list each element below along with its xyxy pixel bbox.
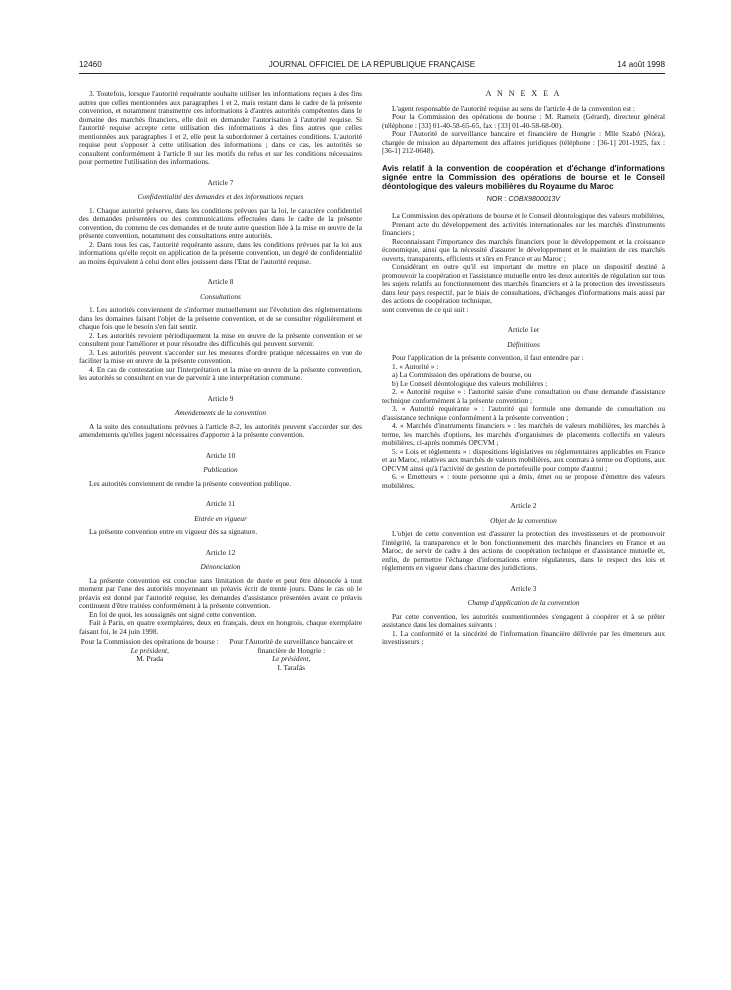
signatory-role: Le président,	[272, 654, 311, 663]
definition-item: 1. « Autorité » :	[392, 361, 439, 371]
definition-item: 4. « Marchés d'instruments financiers » : les marchés de valeurs mobilières, les marchés à terme, les marchés d'options, les marchés d'organismes de placements collectifs en valeurs mobilières, ci-après nommés OPCVM ;	[382, 421, 665, 447]
signature-cob	[79, 638, 221, 672]
paragraph: Considérant en outre qu'il est important de mettre en place un dispositif destiné à promouvoir la coopération et l'assistance mutuelle entre les deux autorités de régulation sur tous les sujets relatifs au fonctionnement des marchés financiers et à la protection des investisseurs dans leur pays respectif, par le biais de consultations, d'échanges d'informations mais aussi par des actions de coopération technique,	[382, 262, 665, 305]
signatory-org: Pour l'Autorité de surveillance bancaire et financière de Hongrie :	[229, 637, 353, 655]
article-heading: Article 11	[205, 499, 236, 508]
article-heading: Article 3	[510, 583, 537, 593]
page-header	[79, 57, 665, 74]
left-column	[79, 90, 362, 672]
notice-title: Avis relatif à la convention de coopération et d'échange d'informations signée entre la Commission des opérations de bourse et le Conseil déontologique des valeurs mobilières du Royaume du Maroc	[382, 163, 665, 191]
page-number: 12460	[79, 60, 102, 69]
paragraph: sont convenus de ce qui suit :	[382, 304, 469, 314]
paragraph: Pour l'application de la présente convention, il faut entendre par :	[392, 353, 584, 362]
article-subtitle: Amendements de la convention	[174, 408, 267, 417]
paragraph: Pour la Commission des opérations de bourse : M. Rameix (Gérard), directeur général (téléphone : [33] 01-40-58-65-65, fax : [33] 01-40-58-68-00).	[382, 112, 665, 130]
paragraph: La présente convention entre en vigueur dès sa signature.	[89, 527, 258, 536]
annex-title: A N N E X E A	[485, 89, 562, 98]
signature-hungary	[221, 638, 363, 672]
paragraph: 1. La conformité et la sincérité de l'information financière délivrée par les émetteurs aux investisseurs ;	[382, 628, 665, 646]
right-column	[382, 90, 665, 647]
article-subtitle: Consultations	[200, 291, 241, 301]
paragraph: 1. Les autorités conviennent de s'informer mutuellement sur l'évolution des réglementations dans les domaines faisant l'objet de la présente convention, et de se consulter régulièrement et chaque fois que le besoin s'en fait sentir.	[79, 305, 362, 331]
article-subtitle: Objet de la convention	[490, 515, 557, 525]
article-subtitle: Définitions	[507, 339, 540, 349]
paragraph: 3. Toutefois, lorsque l'autorité requérante souhaite utiliser les informations reçues à des fins autres que celles mentionnées aux paragraphes 1 et 2, mais restant dans le cadre de la présente convention, et notamment transmettre ces informations à d'autres autorités compétentes dans le domaine des marchés financiers, elle doit en demander l'autorisation à l'autorité requise. Si l'autorité requise accepte cette utilisation des informations à des fins autres que celles mentionnées aux paragraphes 1 et 2, elle peut la subordonner à certaines conditions. L'autorité requise peut s'opposer à cette utilisation des informations ; dans ce cas, les autorités se consultent conformément à l'article 8 sur les motifs du refus et sur les conditions nécessaires pour permettre l'utilisation des informations.	[79, 89, 362, 166]
paragraph: L'objet de cette convention est d'assurer la protection des investisseurs et de promouvoir l'intégrité, la transparence et le bon fonctionnement des marchés financiers en France et au Maroc, de servir de cadre à des actions de coopération technique et d'assistance mutuelle et, enfin, de permettre l'échange d'informations entre régulateurs, dans le respect des lois et règlements en vigueur dans chacune des juridictions.	[382, 529, 665, 572]
article-subtitle: Champ d'application de la convention	[467, 598, 580, 607]
signatory-name: M. Prada	[136, 654, 164, 663]
signatory-org: Pour la Commission des opérations de bourse :	[80, 637, 219, 646]
signature-block	[79, 638, 362, 672]
article-subtitle: Confidentialité des demandes et des informations reçues	[137, 192, 304, 201]
paragraph: L'agent responsable de l'autorité requise au sens de l'article 4 de la convention est :	[392, 103, 635, 113]
definition-item: 3. « Autorité requérante » : l'autorité qui formule une demande de consultation ou d'assistance technique conformément à la présente convention ;	[382, 404, 665, 422]
paragraph: La présente convention est conclue sans limitation de durée et peut être dénoncée à tout moment par l'une des autorités moyennant un préavis écrit de trente jours. Dans le cas où le préavis est donné par l'autorité requise, les demandes d'assistance présentées avant ce préavis continuent d'être traitées conformément à la présente convention.	[79, 575, 362, 610]
article-heading: Article 12	[205, 547, 236, 557]
paragraph: Fait à Paris, en quatre exemplaires, deux en français, deux en hongrois, chaque exemplaire faisant foi, le 24 juin 1998.	[79, 618, 362, 636]
paragraph: La Commission des opérations de bourse et le Conseil déontologique des valeurs mobilières,	[392, 211, 665, 220]
article-heading: Article 7	[207, 177, 234, 187]
signatory-role: Le président,	[130, 645, 169, 655]
article-subtitle: Publication	[203, 465, 238, 474]
definition-item: 5. « Lois et règlements » : dispositions législatives ou réglementaires applicables en France et au Maroc, relatives aux marchés de valeurs mobilières, aux contrats à terme ou d'options, aux OPCVM ainsi qu'à l'activité de gestion de portefeuille pour compte d'autrui ;	[382, 446, 665, 473]
article-heading: Article 8	[207, 277, 234, 286]
paragraph: 2. Les autorités revoient périodiquement la mise en œuvre de la présente convention et se consultent pour l'améliorer et pour résoudre des difficultés qui peuvent survenir.	[79, 330, 362, 348]
issue-date: 14 août 1998	[617, 60, 665, 69]
paragraph: 4. En cas de contestation sur l'interprétation et la mise en œuvre de la présente convention, les autorités se consultent en vue de parvenir à une interprétation commune.	[79, 364, 362, 382]
definition-item: 6. « Emetteurs » : toute personne qui a émis, émet ou se propose d'émettre des valeurs mobilières.	[382, 472, 665, 490]
paragraph: En foi de quoi, les soussignés ont signé cette convention.	[89, 609, 257, 619]
paragraph: Les autorités conviennent de rendre la présente convention publique.	[89, 478, 292, 488]
journal-title: JOURNAL OFFICIEL DE LA RÉPUBLIQUE FRANÇAISE	[268, 60, 476, 69]
paragraph: Par cette convention, les autorités susmentionnées s'engagent à coopérer et à se prêter assistance dans les domaines suivants :	[382, 611, 665, 629]
article-heading: Article 10	[205, 450, 236, 460]
paragraph: 3. Les autorités peuvent s'accorder sur les mesures d'ordre pratique nécessaires en vue de faciliter la mise en œuvre de la présente convention.	[79, 347, 362, 365]
nor-code: COBX9800013V	[508, 195, 561, 203]
paragraph: A la suite des consultations prévues à l'article 8-2, les autorités peuvent s'accorder sur des amendements qu'elles jugent nécessaires d'apporter à la présente convention.	[79, 421, 362, 439]
paragraph: 1. Chaque autorité préserve, dans les conditions prévues par la loi, le caractère confidentiel des demandes présentées ou des communications effectuées dans le cadre de la présente convention, du contenu de ces demandes et de toute autre question liée à la mise en œuvre de la présente convention, notamment des consultations entre autorités.	[79, 205, 362, 240]
signatory-name: I. Tarafás	[277, 662, 305, 672]
paragraph: 2. Dans tous les cas, l'autorité requérante assure, dans les conditions prévues par la loi aux informations qu'elle reçoit en application de la présente convention, un degré de confidentialité au moins équivalent à celui dont elles jouissent dans l'Etat de l'autorité requise.	[79, 239, 362, 266]
definition-item: a) La Commission des opérations de bourse, ou	[392, 370, 532, 379]
paragraph: Reconnaissant l'importance des marchés financiers pour le développement et la croissance économique, ainsi que la nécessité d'assurer le développement et le maintien de ces marchés ouverts, transparents, efficients et sûrs en France et au Maroc ;	[382, 236, 665, 263]
article-heading: Article 2	[510, 501, 537, 510]
article-heading: Article 9	[207, 393, 234, 403]
article-heading: Article 1er	[507, 325, 540, 334]
definition-item: b) Le Conseil déontologique des valeurs mobilières ;	[392, 378, 548, 388]
article-subtitle: Entrée en vigueur	[194, 513, 247, 523]
definition-item: 2. « Autorité requise » : l'autorité saisie d'une consultation ou d'une demande d'assistance technique conformément à la présente convention ;	[382, 387, 665, 405]
nor-label: NOR :	[486, 195, 507, 203]
paragraph: Pour l'Autorité de surveillance bancaire et financière de Hongrie : Mlle Szabó (Nóra), chargée de mission au département des affaires juridiques (téléphone : [36-1] 201-1925, fax : [36-1] 212-0648).	[382, 129, 665, 155]
nor-reference	[382, 196, 665, 205]
article-subtitle: Dénonciation	[200, 562, 241, 571]
paragraph: Prenant acte du développement des activités internationales sur les marchés d'instruments financiers ;	[382, 219, 665, 237]
